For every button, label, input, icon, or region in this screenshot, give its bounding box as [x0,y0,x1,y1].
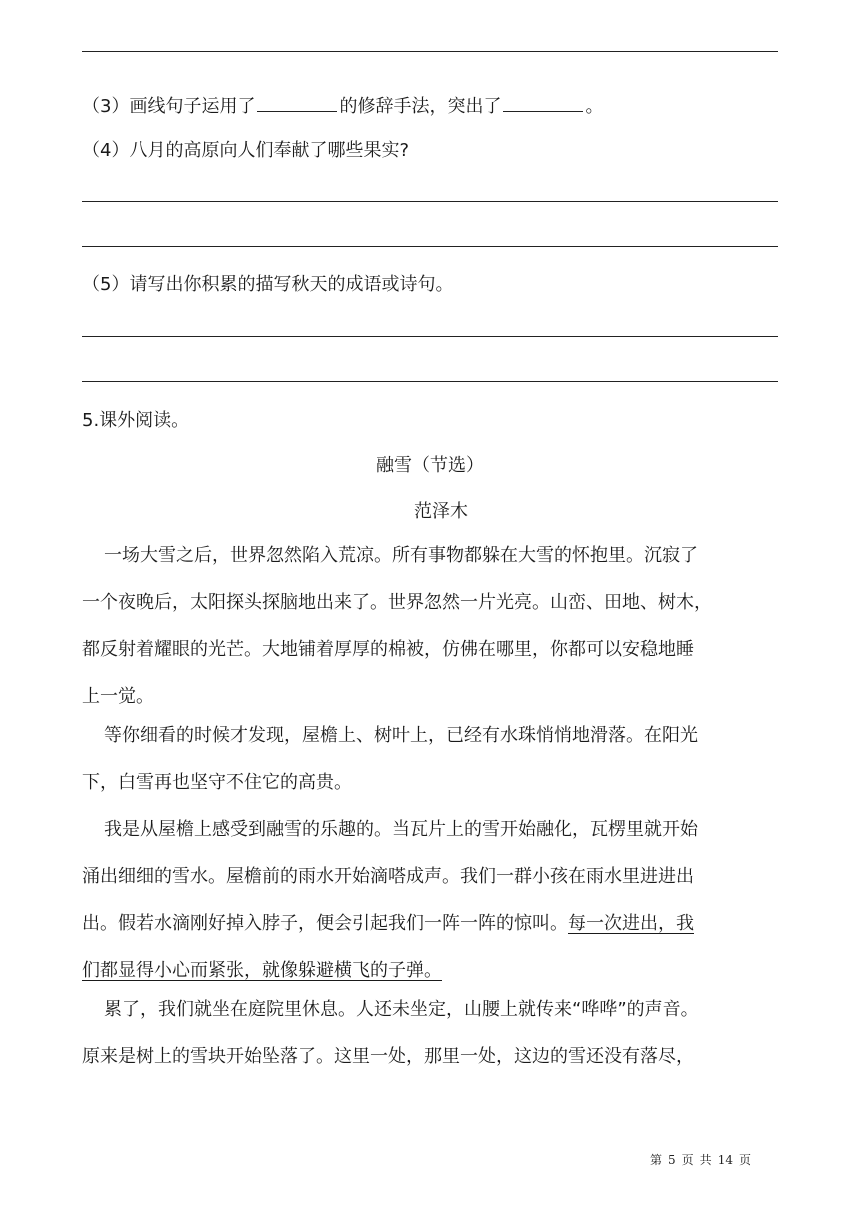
underlined-sentence: 每一次进出，我 [568,913,694,934]
text-line: 都反射着耀眼的光芒。大地铺着厚厚的棉被，仿佛在哪里，你都可以安稳地睡 [82,639,694,660]
text-line: 原来是树上的雪块开始坠落了。这里一处，那里一处，这边的雪还没有落尽， [82,1046,694,1067]
text-line: 一个夜晚后，太阳探头探脑地出来了。世界忽然一片光亮。山峦、田地、树木， [82,592,712,613]
text-line: 涌出细细的雪水。屋檐前的雨水开始滴嗒成声。我们一群小孩在雨水里进进出 [82,866,694,887]
question-5: （5）请写出你积累的描写秋天的成语或诗句。 [82,274,454,295]
blank-2[interactable] [503,93,583,112]
answer-line-top[interactable] [82,51,778,52]
text-line: 上一觉。 [82,686,154,707]
question-3 [82,93,603,119]
page-total: 14 [717,1153,733,1167]
answer-line[interactable] [82,201,778,202]
question-3-text-b: 的修辞手法，突出了 [339,96,502,117]
section-heading: 5.课外阅读。 [82,410,190,431]
answer-line[interactable] [82,246,778,247]
article-title: 融雪（节选） [376,455,484,476]
answer-line[interactable] [82,381,778,382]
article-author: 范泽木 [414,501,468,522]
page-footer: 第 5 页 共 14 页 [650,1153,751,1167]
question-4: （4）八月的高原向人们奉献了哪些果实? [82,140,410,161]
underlined-sentence: 们都显得小心而紧张，就像躲避横飞的子弹。 [82,960,442,981]
text-line: 我是从屋檐上感受到融雪的乐趣的。当瓦片上的雪开始融化，瓦楞里就开始 [104,819,698,840]
text-line [82,912,694,936]
text-line: 一场大雪之后，世界忽然陷入荒凉。所有事物都躲在大雪的怀抱里。沉寂了 [104,545,698,566]
page-number: 5 [668,1153,676,1167]
text-run: 出。假若水滴刚好掉入脖子，便会引起我们一阵一阵的惊叫。 [82,913,568,934]
text-line: 等你细看的时候才发现，屋檐上、树叶上，已经有水珠悄悄地滑落。在阳光 [104,725,698,746]
answer-line[interactable] [82,336,778,337]
text-line: 下，白雪再也坚守不住它的高贵。 [82,772,352,793]
text-line: 累了，我们就坐在庭院里休息。人还未坐定，山腰上就传来“哗哗”的声音。 [104,999,699,1020]
blank-1[interactable] [257,93,337,112]
question-3-text-a: （3）画线句子运用了 [82,96,256,117]
question-3-text-c: 。 [585,96,604,117]
